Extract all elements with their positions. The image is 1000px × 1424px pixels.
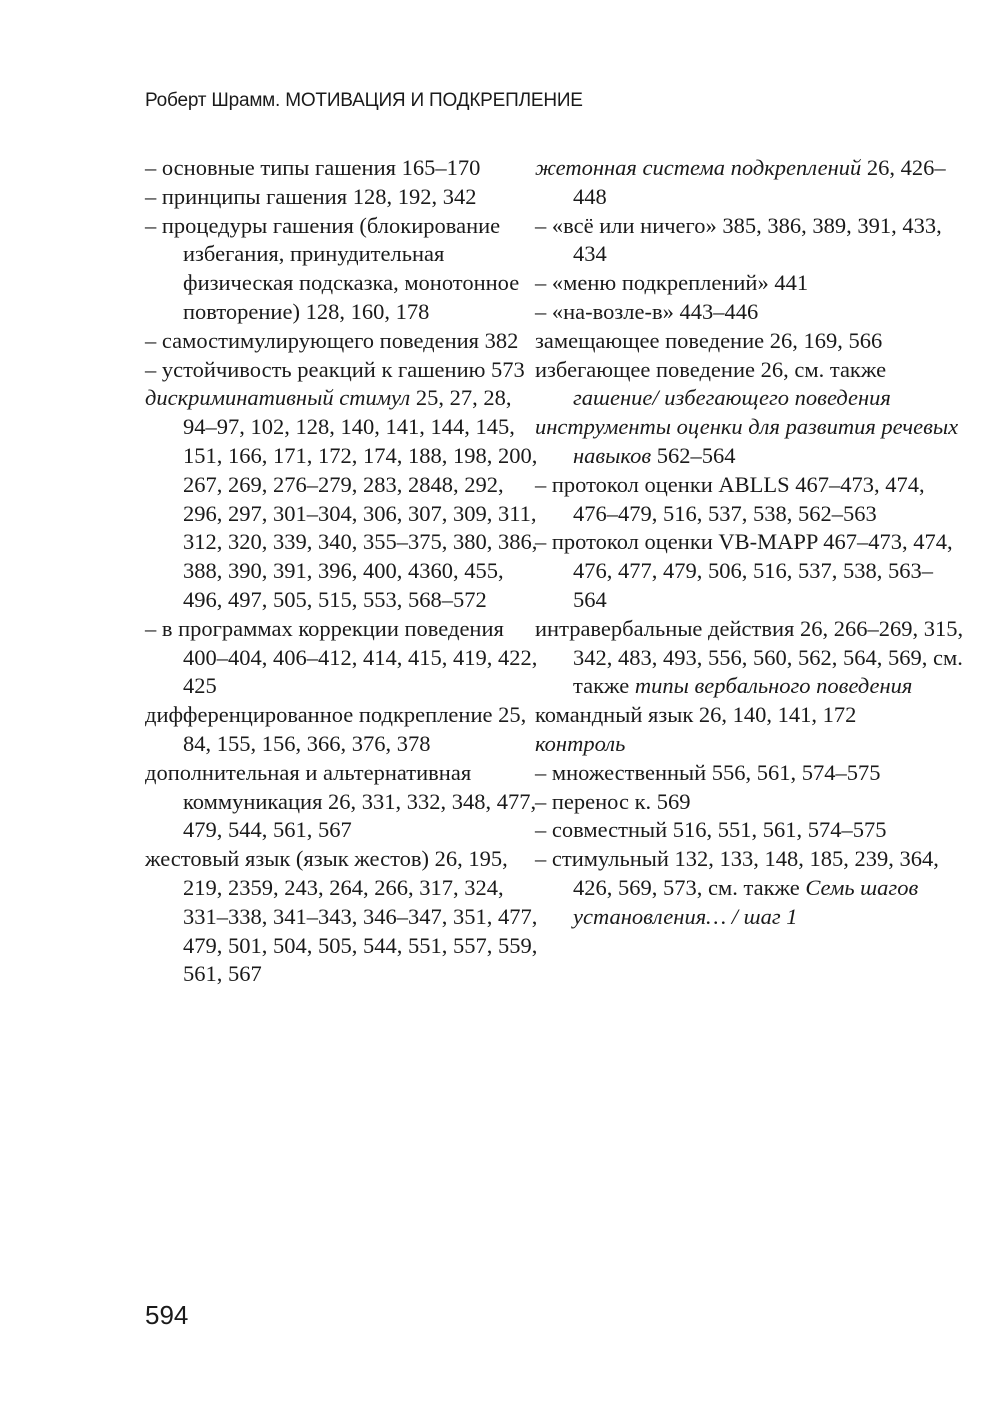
entry-text: 562–564: [651, 442, 736, 468]
entry-text: – стимульный 132, 133, 148, 185, 239, 364, 426, 569, 573, см. также: [535, 846, 939, 900]
index-entry: [535, 298, 965, 327]
index-entry: [535, 701, 965, 730]
entry-term-italic: инструменты оценки для развития речевых навыков: [535, 414, 959, 468]
index-column-right: [535, 154, 965, 932]
entry-text: – в программах коррекции поведения 400–404, 406–412, 414, 415, 419, 422, 425: [145, 615, 538, 699]
entry-crossref-italic: гашение/ избегающего поведения: [573, 385, 891, 411]
index-entry: [535, 730, 965, 759]
index-entry: [145, 356, 545, 385]
index-entry: [145, 384, 545, 614]
index-entry: [535, 356, 965, 414]
entry-text: – устойчивость реакций к гашению 573: [145, 356, 525, 382]
index-entry: [535, 759, 965, 788]
entry-term-italic: жетонная система подкреплений: [535, 155, 862, 180]
entry-text: – «меню подкреплений» 441: [535, 270, 809, 296]
entry-crossref-italic: Семь шагов установления… / шаг 1: [573, 874, 919, 929]
entry-text: жестовый язык (язык жестов) 26, 195, 219, 2359, 243, 264, 266, 317, 324, 331–338, 341–343, 346–347, 351, 477, 479, 501, 504, 505, 544, 551, 557, 559, 561, 567: [145, 846, 538, 987]
entry-text: избегающее поведение 26, см. также: [535, 356, 887, 382]
index-entry: [535, 212, 965, 270]
entry-text: интравербальные действия 26, 266–269, 315, 342, 483, 493, 556, 560, 562, 564, 569, см. также: [535, 615, 964, 699]
index-entry: [535, 413, 965, 471]
entry-text: командный язык 26, 140, 141, 172: [535, 702, 857, 728]
index-entry: [535, 154, 965, 212]
entry-text: – основные типы гашения 165–170: [145, 155, 481, 180]
entry-text: – перенос к. 569: [535, 788, 691, 814]
entry-text: 25, 27, 28, 94–97, 102, 128, 140, 141, 144, 145, 151, 166, 171, 172, 174, 188, 198, 200, 267, 269, 276–279, 283, 2848, 292, 296, 297, 301–304, 306, 307, 309, 311, 312, 320, 339, 340, 355–375, 380, 386, 388, 390, 391, 396, 400, 4360, 455, 496, 497, 505, 515, 553, 568–572: [183, 385, 538, 612]
index-entry: [145, 154, 545, 183]
index-entry: [535, 788, 965, 817]
index-entry: [535, 816, 965, 845]
entry-text: – совместный 516, 551, 561, 574–575: [535, 817, 887, 843]
entry-crossref-italic: типы вербального поведения: [634, 673, 913, 699]
index-entry: [535, 471, 965, 529]
index-entry: [145, 759, 545, 845]
index-entry: [535, 528, 965, 614]
index-entry: [145, 701, 545, 759]
entry-text: – протокол оценки ABLLS 467–473, 474, 476–479, 516, 537, 538, 562–563: [535, 471, 925, 526]
entry-text: – множественный 556, 561, 574–575: [535, 759, 881, 785]
page-number: 594: [145, 1300, 189, 1330]
entry-text: дополнительная и альтернативная коммуникация 26, 331, 332, 348, 477, 479, 544, 561, 567: [145, 759, 537, 843]
entry-text: дифференцированное подкрепление 25, 84, 155, 156, 366, 376, 378: [145, 702, 527, 756]
index-entry: [145, 183, 545, 212]
entry-text: – принципы гашения 128, 192, 342: [145, 183, 477, 209]
entry-term-italic: контроль: [535, 730, 626, 756]
index-entry: [535, 327, 965, 356]
index-entry: [145, 212, 545, 327]
entry-text: – протокол оценки VB-MAPP 467–473, 474, 476, 477, 479, 506, 516, 537, 538, 563–564: [535, 529, 953, 612]
index-entry: [145, 327, 545, 356]
index-entry: [535, 845, 965, 931]
index-entry: [535, 615, 965, 701]
index-entry: [145, 845, 545, 989]
entry-term-italic: дискриминативный стимул: [145, 385, 411, 411]
index-column-left: [145, 154, 545, 989]
entry-text: – «всё или ничего» 385, 386, 389, 391, 433, 434: [535, 212, 942, 267]
entry-text: замещающее поведение 26, 169, 566: [535, 327, 883, 353]
entry-text: – процедуры гашения (блокирование избегания, принудительная физическая подсказка, монотонное повторение) 128, 160, 178: [145, 212, 520, 324]
running-header: Роберт Шрамм. МОТИВАЦИЯ И ПОДКРЕПЛЕНИЕ: [145, 90, 583, 111]
entry-text: – самостимулирующего поведения 382: [145, 327, 519, 353]
index-entry: [145, 615, 545, 701]
entry-text: 26, 426–448: [573, 155, 946, 209]
entry-text: – «на-возле-в» 443–446: [535, 298, 759, 324]
index-entry: [535, 269, 965, 298]
